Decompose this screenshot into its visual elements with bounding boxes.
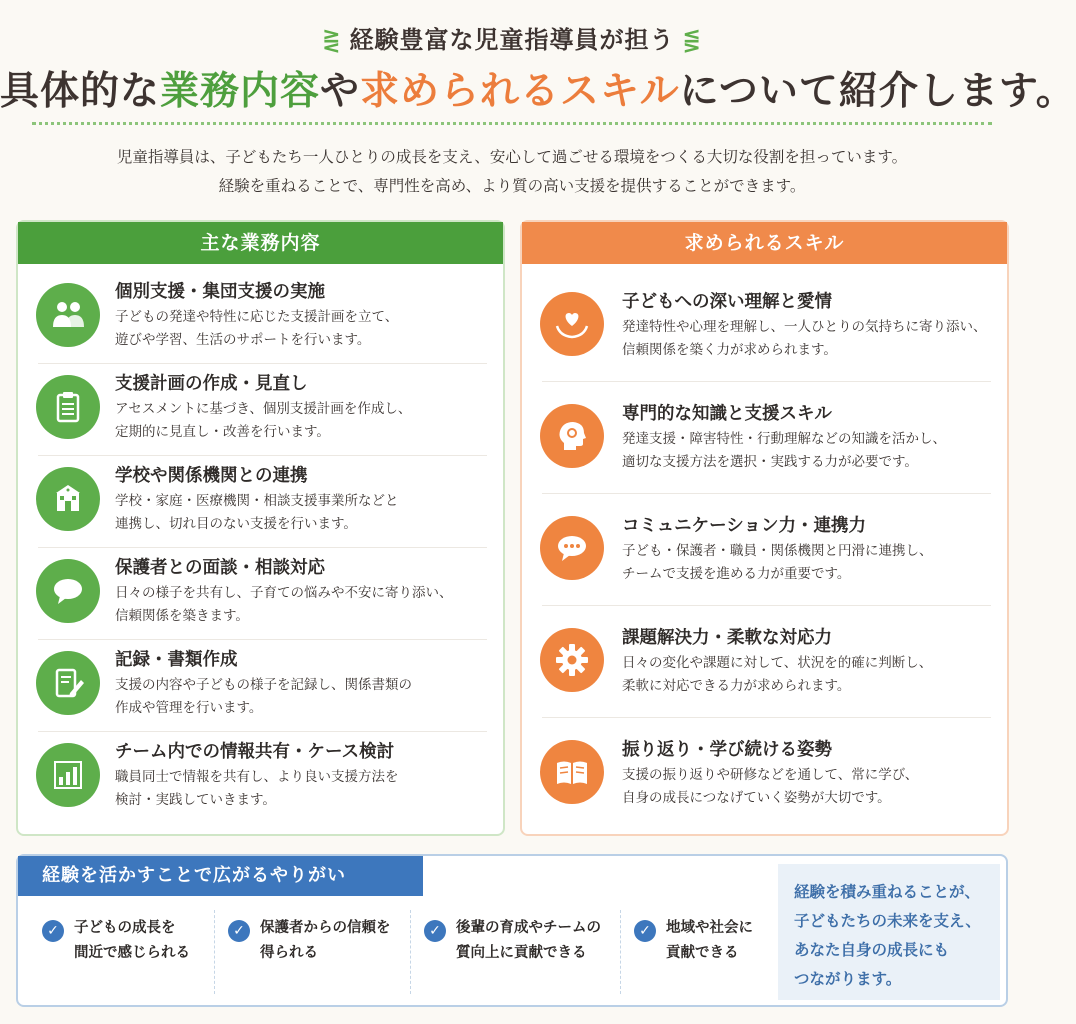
benefit-item (424, 916, 624, 996)
clipboard-icon (36, 375, 100, 439)
duty-title: チーム内での情報共有・ケース検討 (115, 742, 395, 762)
skill-item (522, 382, 1007, 494)
duties-panel (16, 220, 505, 836)
document-edit-icon (36, 651, 100, 715)
divider (620, 910, 621, 994)
duty-desc: アセスメントに基づき、個別支援計画を作成し、 定期的に見直し・改善を行います。 (115, 401, 412, 440)
skill-title: 専門的な知識と支援スキル (622, 404, 832, 424)
skill-item (522, 494, 1007, 606)
people-icon (36, 283, 100, 347)
skills-panel (520, 220, 1009, 836)
duty-desc: 職員同士で情報を共有し、より良い支援方法を 検討・実践していきます。 (115, 769, 399, 808)
skill-title: 子どもへの深い理解と愛情 (622, 292, 832, 312)
duty-title: 支援計画の作成・見直し (115, 374, 308, 394)
duty-title: 保護者との面談・相談対応 (115, 558, 325, 578)
check-icon: ✓ (634, 920, 656, 942)
skill-title: 課題解決力・柔軟な対応力 (622, 628, 832, 648)
divider (410, 910, 411, 994)
skills-heading: 求められるスキル (522, 222, 1007, 264)
skill-desc: 子ども・保護者・職員・関係機関と円滑に連携し、 チームで支援を進める力が重要です。 (622, 543, 933, 582)
duties-heading: 主な業務内容 (18, 222, 503, 264)
skill-desc: 日々の変化や課題に対して、状況を的確に判断し、 柔軟に対応できる力が求められます。 (622, 655, 933, 694)
heart-hands-icon (540, 292, 604, 356)
dotted-divider (32, 122, 992, 125)
skill-desc: 発達支援・障害特性・行動理解などの知識を活かし、 適切な支援方法を選択・実践する力が必要です。 (622, 431, 946, 470)
duty-title: 学校や関係機関との連携 (115, 466, 308, 486)
school-icon (36, 467, 100, 531)
title-part-1: 具体的な (0, 69, 161, 114)
benefit-item (228, 916, 413, 996)
duty-item (18, 456, 503, 548)
skill-item (522, 718, 1007, 830)
skill-item (522, 270, 1007, 382)
duty-desc: 子どもの発達や特性に応じた支援計画を立て、 遊びや学習、生活のサポートを行います。 (115, 309, 399, 348)
header (0, 0, 1076, 210)
duty-desc: 学校・家庭・医療機関・相談支援事業所などと 連携し、切れ目のない支援を行います。 (115, 493, 399, 532)
duty-item (18, 272, 503, 364)
title-part-skills: 求められるスキル (360, 69, 680, 114)
skill-title: 振り返り・学び続ける姿勢 (622, 740, 832, 760)
chat-icon (540, 516, 604, 580)
skill-desc: 支援の振り返りや研修などを通して、常に学び、 自身の成長につなげていく姿勢が大切です。 (622, 767, 919, 806)
book-icon (540, 740, 604, 804)
benefit-text: 子どもの成長を 間近で感じられる (74, 920, 190, 961)
skill-item (522, 606, 1007, 718)
gear-icon (540, 628, 604, 692)
benefit-item (42, 916, 212, 996)
eyebrow-heading: ⋛ 経験豊富な児童指導員が担う ⋚ (322, 26, 702, 54)
duty-desc: 日々の様子を共有し、子育ての悩みや不安に寄り添い、 信頼関係を築きます。 (115, 585, 453, 624)
duty-item (18, 640, 503, 732)
title-part-3: や (320, 69, 361, 114)
sparkle-right-icon: ⋚ (682, 29, 702, 54)
benefits-heading: 経験を活かすことで広がるやりがい (18, 856, 423, 896)
check-icon: ✓ (228, 920, 250, 942)
page-title (0, 60, 1076, 116)
intro-line-1: 児童指導員は、子どもたち一人ひとりの成長を支え、安心して過ごせる環境をつくる大切な役割を担っています。 (116, 148, 908, 166)
benefit-text: 後輩の育成やチームの 質向上に貢献できる (456, 920, 601, 961)
intro-text (0, 143, 1024, 201)
duty-title: 個別支援・集団支援の実施 (115, 282, 325, 302)
head-brain-icon (540, 404, 604, 468)
duty-title: 記録・書類作成 (115, 650, 238, 670)
duty-desc: 支援の内容や子どもの様子を記録し、関係書類の 作成や管理を行います。 (115, 677, 412, 716)
title-part-duties: 業務内容 (160, 69, 321, 114)
closing-message: 経験を積み重ねることが、 子どもたちの未来を支え、 あなた自身の成長にも つながります。 (778, 864, 1000, 1000)
divider (214, 910, 215, 994)
benefit-item (634, 916, 774, 996)
intro-line-2: 経験を重ねることで、専門性を高め、より質の高い支援を提供することができます。 (218, 177, 806, 195)
benefit-text: 地域や社会に 貢献できる (666, 920, 753, 961)
benefits-panel (16, 854, 1008, 1007)
duty-item (18, 548, 503, 640)
benefit-text: 保護者からの信頼を 得られる (260, 920, 391, 961)
duty-item (18, 732, 503, 824)
bar-chart-icon (36, 743, 100, 807)
skill-title: コミュニケーション力・連携力 (622, 516, 866, 536)
check-icon: ✓ (42, 920, 64, 942)
sparkle-left-icon: ⋛ (322, 29, 342, 54)
duty-item (18, 364, 503, 456)
check-icon: ✓ (424, 920, 446, 942)
speech-bubble-icon (36, 559, 100, 623)
title-part-5: について紹介します。 (679, 69, 1076, 114)
skill-desc: 発達特性や心理を理解し、一人ひとりの気持ちに寄り添い、 信頼関係を築く力が求められます。 (622, 319, 987, 358)
